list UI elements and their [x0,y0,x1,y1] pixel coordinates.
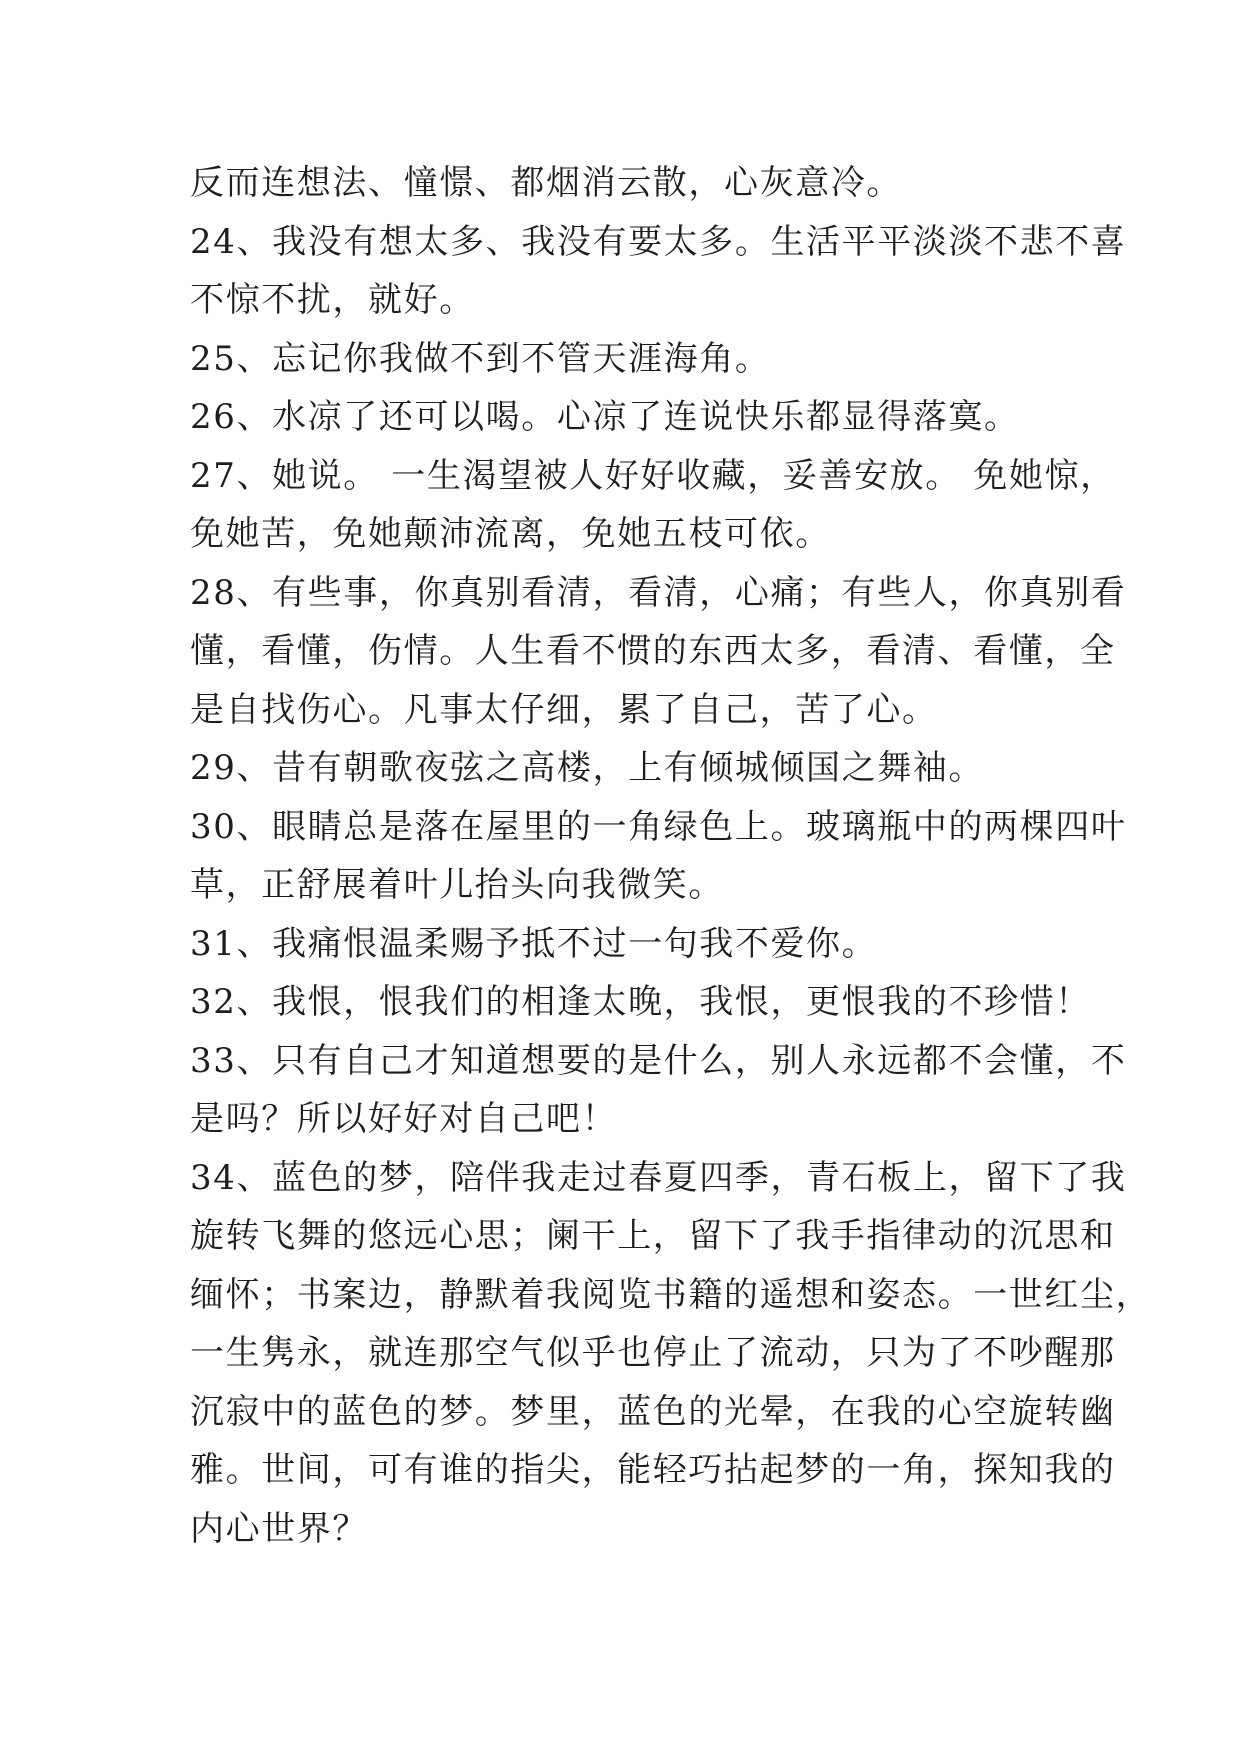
text-line: 32、我恨，恨我们的相逢太晚，我恨，更恨我的不珍惜！ [190,982,1091,1022]
text-line: 草，正舒展着叶儿抬头向我微笑。 [190,865,724,905]
text-line: 28、有些事，你真别看清，看清，心痛；有些人，你真别看 [190,572,1127,613]
text-line: 缅怀；书案边，静默着我阅览书籍的遥想和姿态。一世红尘， [190,1274,1152,1315]
text-line: 34、蓝色的梦，陪伴我走过春夏四季，青石板上，留下了我 [190,1157,1127,1198]
text-line: 内心世界？ [190,1508,368,1549]
text-line: 一生隽永，就连那空气似乎也停止了流动，只为了不吵醒那 [190,1333,1116,1373]
text-line: 24、我没有想太多、我没有要太多。生活平平淡淡不悲不喜 [190,221,1127,262]
text-line: 29、昔有朝歌夜弦之高楼，上有倾城倾国之舞袖。 [190,748,985,788]
text-line: 旋转飞舞的悠远心思；阑干上，留下了我手指律动的沉思和 [190,1216,1116,1256]
text-line: 雅。世间，可有谁的指尖，能轻巧拈起梦的一角，探知我的 [190,1450,1116,1490]
text-line: 不惊不扰，就好。 [190,280,475,320]
text-line: 31、我痛恨温柔赐予抵不过一句我不爱你。 [190,923,878,964]
document-body [190,154,1152,1558]
text-line: 27、她说。 一生渴望被人好好收藏，妥善安放。 免她惊， [190,455,1116,496]
text-line: 25、忘记你我做不到不管天涯海角。 [190,338,771,379]
text-line: 26、水凉了还可以喝。心凉了连说快乐都显得落寞。 [190,397,1020,437]
text-line: 懂，看懂，伤情。人生看不惯的东西太多，看清、看懂，全 [190,631,1116,671]
text-line: 30、眼睛总是落在屋里的一角绿色上。玻璃瓶中的两棵四叶 [190,806,1127,847]
text-line: 是自找伤心。凡事太仔细，累了自己，苦了心。 [190,689,938,730]
text-line: 免她苦，免她颠沛流离，免她五枝可依。 [190,514,831,554]
text-line: 反而连想法、憧憬、都烟消云散，心灰意冷。 [190,163,902,203]
text-line: 沉寂中的蓝色的梦。梦里，蓝色的光晕，在我的心空旋转幽 [190,1391,1116,1432]
text-line: 33、只有自己才知道想要的是什么，别人永远都不会懂，不 [190,1040,1127,1081]
text-line: 是吗？所以好好对自己吧！ [190,1099,618,1139]
